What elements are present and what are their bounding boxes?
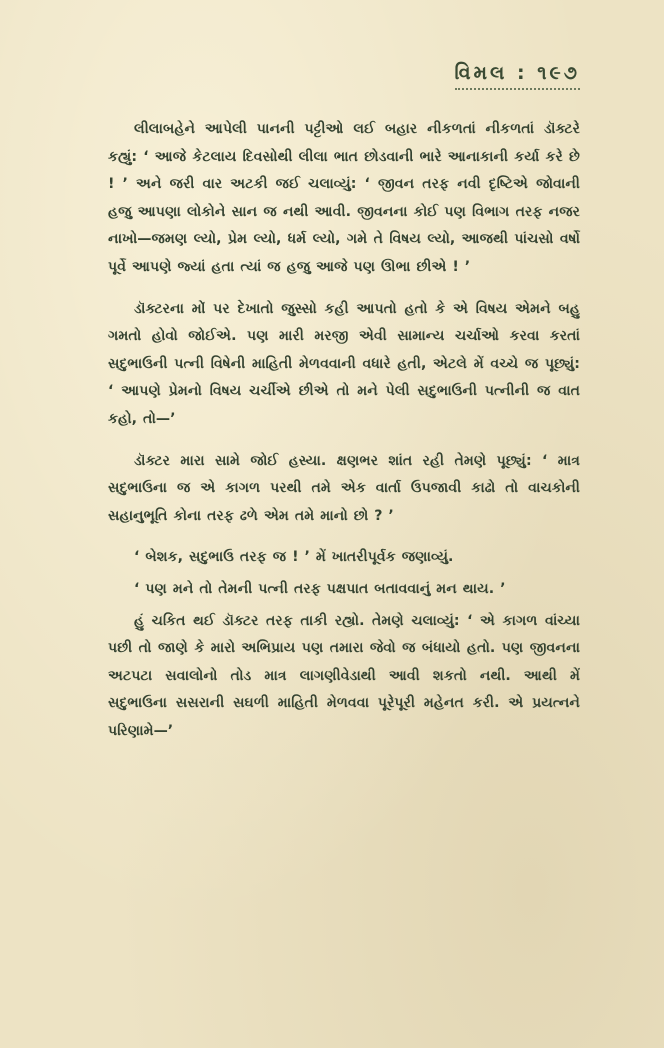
- page-header: [108, 62, 580, 90]
- body-text: [108, 116, 580, 745]
- paragraph-2: ડૉક્ટરના મોં પર દેખાતો જુસ્સો કહી આપતો હતો કે એ વિષય એમને બહુ ગમતો હોવો જોઈએ. પણ મારી મરજી એવી સામાન્ય ચર્ચાઓ કરવા કરતાં સદુભાઉની પત્ની વિષેની માહિતી મેળવવાની વધારે હતી, એટલે મેં વચ્ચે જ પૂછ્યું: ‘ આપણે પ્રેમનો વિષય ચર્ચીએ છીએ તો મને પેલી સદુભાઉની પત્નીની જ વાત કહો, તો—’: [108, 300, 580, 427]
- paragraph-5: ‘ પણ મને તો તેમની પત્ની તરફ પક્ષપાત બતાવવાનું મન થાય. ’: [134, 580, 506, 597]
- paragraph-4: ‘ બેશક, સદુભાઉ તરફ જ ! ’ મેં ખાતરીપૂર્વક જણાવ્યું.: [134, 549, 454, 566]
- running-head: વિમલ : ૧૯૭: [455, 62, 581, 90]
- paragraph-6: હું ચકિત થઈ ડૉક્ટર તરફ તાકી રહ્યો. તેમણે ચલાવ્યું: ‘ એ કાગળ વાંચ્યા પછી તો જાણે કે મારો અભિપ્રાય પણ તમારા જેવો જ બંધાયો હતો. પણ જીવનના અટપટા સવાલોનો તોડ માત્ર લાગણીવેડાથી આવી શકતો નથી. આથી મેં સદુભાઉના સસરાની સઘળી માહિતી મેળવવા પૂરેપૂરી મહેનત કરી. એ પ્રયત્નને પરિણામે—’: [108, 612, 580, 739]
- paragraph-1: લીલાબહેને આપેલી પાનની પટ્ટીઓ લઈ બહાર નીકળતાં નીકળતાં ડૉક્ટરે કહ્યું: ‘ આજે કેટલાય દિવસોથી લીલા ભાત છોડવાની ભારે આનાકાની કર્યા કરે છે ! ’ અને જરી વાર અટકી જઈ ચલાવ્યું: ‘ જીવન તરફ નવી દૃષ્ટિએ જોવાની હજુ આપણા લોકોને સાન જ નથી આવી. જીવનના કોઈ પણ વિભાગ તરફ નજર નાખો—જમણ લ્યો, પ્રેમ લ્યો, ધર્મ લ્યો, ગમે તે વિષય લ્યો, આજથી પાંચસો વર્ષો પૂર્વે આપણે જ્યાં હતા ત્યાં જ હજુ આજે પણ ઊભા છીએ ! ’: [108, 121, 580, 275]
- paragraph-3: ડૉક્ટર મારા સામે જોઈ હસ્યા. ક્ષણભર શાંત રહી તેમણે પૂછ્યું: ‘ માત્ર સદુભાઉના જ એ કાગળ પરથી તમે એક વાર્તા ઉપજાવી કાઢો તો વાચકોની સહાનુભૂતિ કોના તરફ ઢળે એમ તમે માનો છો ? ’: [108, 452, 580, 524]
